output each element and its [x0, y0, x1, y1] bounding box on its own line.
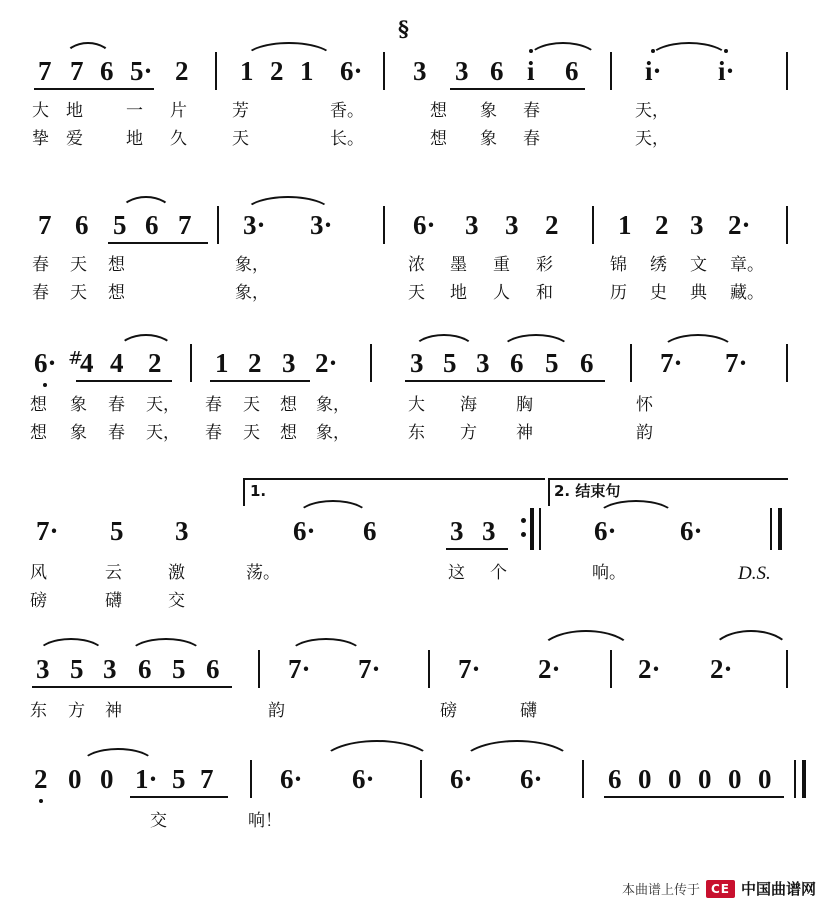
- note: 6·: [34, 348, 57, 378]
- note: 6: [608, 764, 622, 794]
- note: 0: [100, 764, 114, 794]
- beam: [108, 242, 208, 244]
- note: 1: [618, 210, 632, 240]
- lyric: 荡。: [246, 563, 280, 583]
- lyric: 和: [536, 283, 553, 303]
- lyric: 韵: [636, 423, 653, 443]
- lyric: 春: [205, 423, 222, 443]
- note: 6·: [352, 764, 375, 794]
- note: 5: [70, 654, 84, 684]
- note: 5: [110, 516, 124, 546]
- lyric: 方: [460, 423, 477, 443]
- lyric: 象，: [235, 283, 269, 303]
- lyric: 典: [690, 283, 707, 303]
- lyric: 大: [408, 395, 425, 415]
- slur: [80, 748, 156, 765]
- site-name: 中国曲谱网: [740, 880, 816, 898]
- lyric: 天: [70, 255, 87, 275]
- note: 6·: [340, 56, 363, 86]
- note: 2·: [638, 654, 661, 684]
- note: 3: [465, 210, 479, 240]
- lyric: 风: [30, 563, 47, 583]
- note: 7·: [36, 516, 59, 546]
- lyric: 东: [408, 423, 425, 443]
- slur: [710, 630, 792, 654]
- lyric: 藏。: [730, 283, 764, 303]
- barline: [592, 206, 594, 244]
- note: 3: [505, 210, 519, 240]
- lyric: 韵: [268, 701, 285, 721]
- lyric: 天，: [146, 423, 180, 443]
- lyric: 天，: [635, 101, 669, 121]
- lyric: 想: [30, 423, 47, 443]
- note: 5: [172, 654, 186, 684]
- lyric: 天: [232, 129, 249, 149]
- lyric: 想: [108, 255, 125, 275]
- note: 6·: [413, 210, 436, 240]
- footer-credit: [622, 878, 816, 899]
- slur: [460, 740, 574, 764]
- barline: [630, 344, 632, 382]
- note: 3: [690, 210, 704, 240]
- slur: [538, 630, 634, 654]
- lyric: 芳: [232, 101, 249, 121]
- note: 5: [172, 764, 186, 794]
- note: 3: [36, 654, 50, 684]
- lyric: 天: [70, 283, 87, 303]
- note: 3·: [243, 210, 266, 240]
- lyric: 天: [408, 283, 425, 303]
- barline: [250, 760, 252, 798]
- lyric: 象，: [316, 395, 350, 415]
- note: 3: [476, 348, 490, 378]
- repeat-barline: [530, 508, 534, 550]
- lyric: 地: [450, 283, 467, 303]
- note: 2·: [315, 348, 338, 378]
- lyric: 云: [105, 563, 122, 583]
- note: 7·: [660, 348, 683, 378]
- lyric: 交: [150, 811, 167, 831]
- lyric: 想: [280, 423, 297, 443]
- lyric: 响。: [592, 563, 626, 583]
- lyric: 彩: [536, 255, 553, 275]
- note: 6: [75, 210, 89, 240]
- lyric: 春: [205, 395, 222, 415]
- lyric: 挚: [32, 129, 49, 149]
- note: 5·: [130, 56, 153, 86]
- slur: [118, 334, 174, 350]
- note: 6·: [594, 516, 617, 546]
- note: 7: [38, 56, 52, 86]
- slur: [128, 638, 204, 655]
- note: 1: [215, 348, 229, 378]
- beam: [210, 380, 310, 382]
- note: 7: [200, 764, 214, 794]
- barline: [258, 650, 260, 688]
- lyric: 想: [108, 283, 125, 303]
- note: 3: [455, 56, 469, 86]
- barline: [428, 650, 430, 688]
- lyric: 响！: [248, 811, 282, 831]
- lyric: 这: [448, 563, 465, 583]
- lyric: 春: [523, 101, 540, 121]
- barline: [582, 760, 584, 798]
- beam: [34, 88, 154, 90]
- beam: [450, 88, 585, 90]
- first-ending-label: 1.: [250, 482, 267, 500]
- note: 3: [410, 348, 424, 378]
- lyric: 象，: [235, 255, 269, 275]
- barline: [770, 508, 772, 550]
- note: i·: [645, 56, 662, 86]
- lyric: 个: [490, 563, 507, 583]
- lyric: 浓: [408, 255, 425, 275]
- lyric: 香。: [330, 101, 364, 121]
- note: 2: [545, 210, 559, 240]
- note: 1: [240, 56, 254, 86]
- note: 6: [100, 56, 114, 86]
- note: 2: [148, 348, 162, 378]
- repeat-dots: [521, 518, 526, 537]
- note: 0: [758, 764, 772, 794]
- note: 3: [282, 348, 296, 378]
- lyric: 礴: [105, 591, 122, 611]
- lyric: 墨: [450, 255, 467, 275]
- lyric: 重: [493, 255, 510, 275]
- lyric: 象: [70, 395, 87, 415]
- note: 2·: [728, 210, 751, 240]
- note: 6: [580, 348, 594, 378]
- barline-final: [802, 760, 806, 798]
- note: 2: [248, 348, 262, 378]
- barline: [215, 52, 217, 90]
- note: 2·: [710, 654, 733, 684]
- lyric: 怀: [636, 395, 653, 415]
- note: 1: [300, 56, 314, 86]
- barline: [217, 206, 219, 244]
- beam: [604, 796, 784, 798]
- lyric: 春: [32, 283, 49, 303]
- repeat-barline-thin: [539, 508, 541, 550]
- second-ending-label: 2. 结束句: [554, 482, 621, 500]
- note: 4: [110, 348, 124, 378]
- lyric: 天: [243, 395, 260, 415]
- lyric: 象，: [316, 423, 350, 443]
- note: 0: [698, 764, 712, 794]
- lyric: 交: [168, 591, 185, 611]
- lyric: 磅: [440, 701, 457, 721]
- lyric: 春: [523, 129, 540, 149]
- lyric: 礴: [520, 701, 537, 721]
- beam: [76, 380, 172, 382]
- note: 2·: [538, 654, 561, 684]
- lyric: 磅: [30, 591, 47, 611]
- lyric: 史: [650, 283, 667, 303]
- note: 6: [490, 56, 504, 86]
- note: 5: [545, 348, 559, 378]
- lyric: 天，: [635, 129, 669, 149]
- barline: [610, 52, 612, 90]
- lyric: 片: [170, 101, 187, 121]
- note: 6·: [293, 516, 316, 546]
- barline: [786, 344, 788, 382]
- lyric: 想: [430, 129, 447, 149]
- lyric: 海: [460, 395, 477, 415]
- note: 4: [80, 348, 94, 378]
- barline: [370, 344, 372, 382]
- lyric: 想: [430, 101, 447, 121]
- barline: [794, 760, 796, 798]
- note: 3: [482, 516, 496, 546]
- note: 7: [70, 56, 84, 86]
- note: 3: [103, 654, 117, 684]
- note: 6·: [280, 764, 303, 794]
- note: 3: [413, 56, 427, 86]
- note: 6·: [450, 764, 473, 794]
- beam: [446, 548, 508, 550]
- note: 7: [178, 210, 192, 240]
- note: 6: [565, 56, 579, 86]
- note: 2: [175, 56, 189, 86]
- lyric: 文: [690, 255, 707, 275]
- lyric: 爱: [66, 129, 83, 149]
- note: 0: [668, 764, 682, 794]
- beam: [132, 686, 232, 688]
- lyric: 神: [105, 701, 122, 721]
- beam: [505, 380, 605, 382]
- note: 6·: [680, 516, 703, 546]
- lyric: 象: [480, 101, 497, 121]
- note: 7·: [358, 654, 381, 684]
- note: 6: [145, 210, 159, 240]
- note: 6: [206, 654, 220, 684]
- note: 6: [363, 516, 377, 546]
- lyric: 想: [30, 395, 47, 415]
- note: 7·: [458, 654, 481, 684]
- lyric: 久: [170, 129, 187, 149]
- note: 0: [638, 764, 652, 794]
- lyric: 方: [68, 701, 85, 721]
- segno-icon: §: [398, 16, 409, 41]
- note: 6: [510, 348, 524, 378]
- footer-text: 本曲谱上传于: [621, 883, 700, 898]
- note: 1·: [135, 764, 158, 794]
- note: 2: [270, 56, 284, 86]
- slur: [288, 638, 364, 655]
- barline: [420, 760, 422, 798]
- lyric: 章。: [730, 255, 764, 275]
- note: 2: [34, 764, 48, 794]
- note: 7: [38, 210, 52, 240]
- lyric: 想: [280, 395, 297, 415]
- lyric: 神: [516, 423, 533, 443]
- barline: [786, 206, 788, 244]
- lyric: 象: [480, 129, 497, 149]
- lyric: 天，: [146, 395, 180, 415]
- site-logo-badge: CE: [706, 880, 735, 898]
- note: 7·: [288, 654, 311, 684]
- note: 5: [113, 210, 127, 240]
- slur: [320, 740, 434, 764]
- lyric: 地: [66, 101, 83, 121]
- note: i: [527, 56, 535, 86]
- lyric: 东: [30, 701, 47, 721]
- note: 2: [655, 210, 669, 240]
- lyric: 春: [32, 255, 49, 275]
- note: 3: [450, 516, 464, 546]
- slur: [527, 42, 599, 60]
- ds-mark: D.S.: [738, 563, 771, 584]
- lyric: 锦: [610, 255, 627, 275]
- note: 3: [175, 516, 189, 546]
- slur: [243, 42, 335, 60]
- lyric: 地: [126, 129, 143, 149]
- barline: [383, 52, 385, 90]
- lyric: 一: [126, 101, 143, 121]
- lyric: 大: [32, 101, 49, 121]
- note: 3·: [310, 210, 333, 240]
- barline: [190, 344, 192, 382]
- lyric: 长。: [330, 129, 364, 149]
- barline-final: [778, 508, 782, 550]
- lyric: 胸: [516, 395, 533, 415]
- lyric: 春: [108, 423, 125, 443]
- lyric: 绣: [650, 255, 667, 275]
- note: 6: [138, 654, 152, 684]
- note: 0: [68, 764, 82, 794]
- note: 5: [443, 348, 457, 378]
- barline: [610, 650, 612, 688]
- lyric: 激: [168, 563, 185, 583]
- first-ending-bracket: [243, 478, 545, 506]
- barline: [786, 52, 788, 90]
- beam: [130, 796, 228, 798]
- barline: [383, 206, 385, 244]
- lyric: 象: [70, 423, 87, 443]
- lyric: 人: [493, 283, 510, 303]
- slur: [36, 638, 106, 655]
- lyric: 历: [610, 283, 627, 303]
- lyric: 春: [108, 395, 125, 415]
- note: 0: [728, 764, 742, 794]
- note: 6·: [520, 764, 543, 794]
- note: 7·: [725, 348, 748, 378]
- lyric: 天: [243, 423, 260, 443]
- barline: [786, 650, 788, 688]
- sharp-accidental: #: [68, 348, 84, 369]
- note: i·: [718, 56, 735, 86]
